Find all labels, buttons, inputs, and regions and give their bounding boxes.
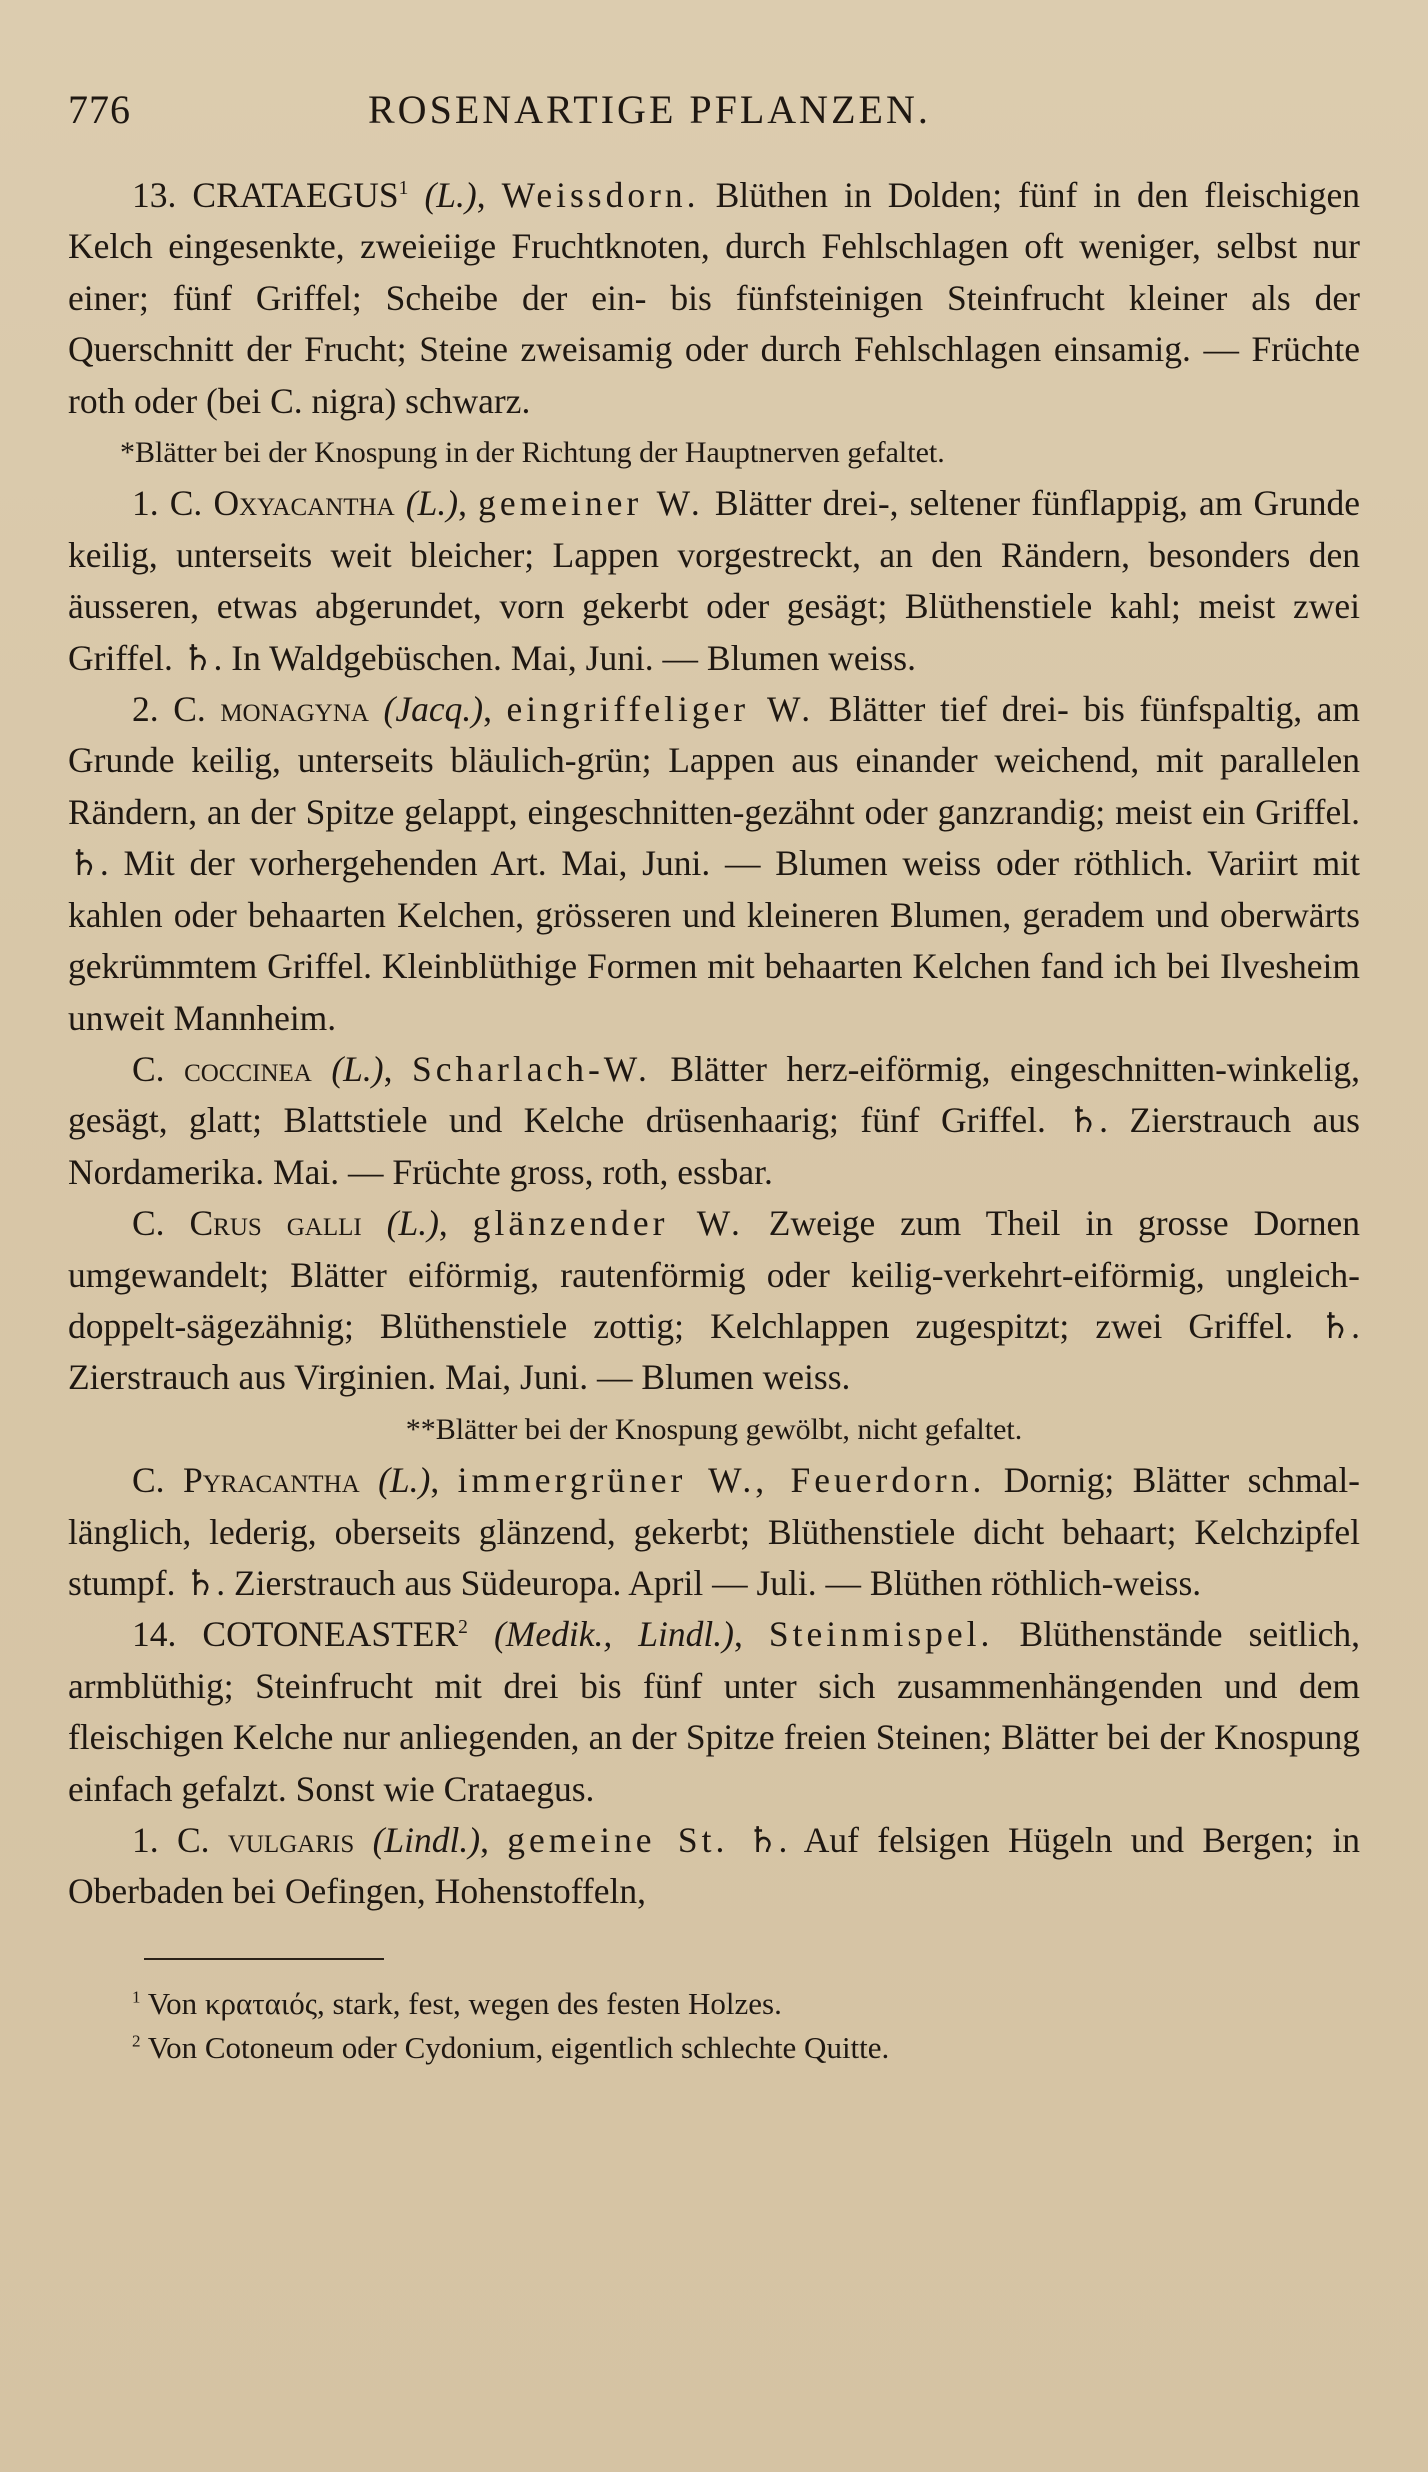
footnote-mark: 2 — [132, 2031, 141, 2051]
species-name: Oxyacantha — [213, 483, 395, 524]
species-name: vulgaris — [227, 1820, 355, 1860]
species-number: 1. C. — [132, 1820, 210, 1860]
genus-common-name: Weissdorn. — [501, 175, 700, 215]
species-description: Zweige zum Theil in grosse Dornen umgewandelt; Blätter eiförmig, rautenförmig oder keilig-verkehrt-eiförmig, ungleich-doppelt-sägezähnig; Blüthenstiele zottig; Kelchlappen zugespitzt; zwei Griffel. ♄. Zierstrauch aus Virginien. Mai, Juni. — Blumen weiss. — [68, 1203, 1361, 1398]
species-author: (L.) — [405, 483, 459, 524]
species-description: Dornig; Blätter schmal-länglich, lederig, oberseits glänzend, gekerbt; Blüthenstiele dicht behaart; Kelchzipfel stumpf. ♄. Zierstrauch aus Südeuropa. April — Juli. — Blüthen röthlich-weiss. — [68, 1460, 1361, 1603]
species-author: (L.) — [331, 1048, 384, 1089]
genus-description: Blüthenstände seitlich, armblüthig; Steinfrucht mit drei bis fünf unter sich zusammenhängenden und dem fleischigen Kelche nur anliegenden, an der Spitze freien Steinen; Blätter bei der Knospung einfach gefalzt. Sonst wie Crataegus. — [68, 1614, 1361, 1809]
footnote-mark: 2 — [458, 1617, 468, 1639]
species-entry: C. Crus galli (L.), glänzender W. Zweige zum Theil in grosse Dornen umgewandelt; Blätter eiförmig, rautenförmig oder keilig-verkehrt-eiförmig, ungleich-doppelt-sägezähnig; Blüthenstiele zottig; Kelchlappen zugespitzt; zwei Griffel. ♄. Zierstrauch aus Virginien. Mai, Juni. — Blumen weiss. — [68, 1203, 1361, 1398]
page-header — [68, 86, 1360, 156]
genus-entry-crataegus: 13. CRATAEGUS$^1$ (L.), Weissdorn. Blüthen in Dolden; fünf in den fleischigen Kelch eingesenkte, zweieiige Fruchtknoten, durch Fehlschlagen oft weniger, selbst nur einer; fünf Griffel; Scheibe der ein- bis fünfsteinigen Steinfrucht kleiner als der Querschnitt der Frucht; Steine zweisamig oder durch Fehlschlagen einsamig. — Früchte roth oder (bei C. nigra) schwarz. — [68, 175, 1361, 421]
species-common-name: gemeiner W. — [478, 483, 704, 524]
footnotes — [68, 1982, 1360, 2070]
species-name: monagyna — [220, 689, 369, 730]
species-name: Pyracantha — [182, 1460, 360, 1501]
species-description: Blätter herz-eiförmig, eingeschnitten-winkelig, gesägt, glatt; Blattstiele und Kelche drüsenhaarig; fünf Griffel. ♄. Zierstrauch aus Nordamerika. Mai. — Früchte gross, roth, essbar. — [68, 1048, 1360, 1192]
species-name: coccinea — [184, 1048, 312, 1089]
species-common-name: glänzender W. — [472, 1203, 744, 1244]
footnote-text: Von Cotoneum oder Cydonium, eigentlich schlechte Quitte. — [147, 2029, 890, 2065]
species-entry: 1. C. vulgaris (Lindl.), gemeine St. ♄. Auf felsigen Hügeln und Bergen; in Oberbaden bei Oefingen, Hohenstoffeln, — [68, 1820, 1361, 1912]
genus-number: 13. CRATAEGUS — [132, 175, 399, 215]
species-author: (Jacq.) — [383, 689, 484, 730]
footnote-mark: 1 — [398, 178, 409, 200]
species-author: (Lindl.) — [372, 1820, 481, 1860]
genus-common-name: Steinmispel. — [768, 1614, 994, 1655]
footnote — [132, 1982, 1360, 2026]
genus-author: (Medik., Lindl.) — [493, 1614, 734, 1655]
species-number: 1. C. — [132, 483, 203, 524]
genus-author: (L.) — [424, 175, 477, 215]
section-heading: *Blätter bei der Knospung in der Richtung der Hauptnerven gefaltet. — [120, 436, 945, 470]
genus-entry-cotoneaster: 14. COTONEASTER$^2$ (Medik., Lindl.), Steinmispel. Blüthenstände seitlich, armblüthig; Steinfrucht mit drei bis fünf unter sich zusammenhängenden und dem fleischigen Kelche nur anliegenden, an der Spitze freien Steinen; Blätter bei der Knospung einfach gefalzt. Sonst wie Crataegus. — [68, 1614, 1361, 1809]
species-number: 2. C. — [132, 689, 206, 730]
body-text — [68, 170, 1360, 1918]
species-number: C. — [132, 1048, 165, 1089]
section-heading: **Blätter bei der Knospung gewölbt, nicht gefaltet. — [405, 1412, 1023, 1446]
species-number: C. — [132, 1460, 165, 1501]
species-author: (L.) — [378, 1460, 431, 1501]
species-description: Blätter tief drei- bis fünfspaltig, am Grunde keilig, unterseits bläulich-grün; Lappen aus einander weichend, mit parallelen Rändern, an der Spitze gelappt, eingeschnitten-gezähnt oder ganzrandig; meist ein Griffel. ♄. Mit der vorhergehenden Art. Mai, Juni. — Blumen weiss oder röthlich. Variirt mit kahlen oder behaarten Kelchen, grösseren und kleineren Blumen, geradem und oberwärts gekrümmtem Griffel. Kleinblüthige Formen mit behaarten Kelchen fand ich bei Ilvesheim unweit Mannheim. — [68, 689, 1361, 1038]
species-entry: 1. C. Oxyacantha (L.), gemeiner W. Blätter drei-, seltener fünflappig, am Grunde keilig, unterseits weit bleicher; Lappen vorgestreckt, an den Rändern, besonders den äusseren, etwas abgerundet, vorn gekerbt oder gesägt; Blüthenstiele kahl; meist zwei Griffel. ♄. In Waldgebüschen. Mai, Juni. — Blumen weiss. — [68, 483, 1361, 678]
species-author: (L.) — [386, 1203, 439, 1244]
species-name: Crus galli — [189, 1203, 362, 1244]
species-common-name: eingriffeliger W. — [506, 689, 815, 730]
species-description: ♄. Auf felsigen Hügeln und Bergen; in Oberbaden bei Oefingen, Hohenstoffeln, — [68, 1820, 1361, 1912]
species-common-name: Scharlach-W. — [412, 1048, 651, 1089]
species-entry: C. coccinea (L.), Scharlach-W. Blätter herz-eiförmig, eingeschnitten-winkelig, gesägt, glatt; Blattstiele und Kelche drüsenhaarig; fünf Griffel. ♄. Zierstrauch aus Nordamerika. Mai. — Früchte gross, roth, essbar. — [68, 1048, 1360, 1192]
footnote-text: Von κραταιός, stark, fest, wegen des festen Holzes. — [147, 1985, 782, 2021]
footnote-divider — [144, 1958, 384, 1960]
running-title: ROSENARTIGE PFLANZEN. — [368, 87, 931, 132]
species-entry: 2. C. monagyna (Jacq.), eingriffeliger W. Blätter tief drei- bis fünfspaltig, am Grunde keilig, unterseits bläulich-grün; Lappen aus einander weichend, mit parallelen Rändern, an der Spitze gelappt, eingeschnitten-gezähnt oder ganzrandig; meist ein Griffel. ♄. Mit der vorhergehenden Art. Mai, Juni. — Blumen weiss oder röthlich. Variirt mit kahlen oder behaarten Kelchen, grösseren und kleineren Blumen, geradem und oberwärts gekrümmtem Griffel. Kleinblüthige Formen mit behaarten Kelchen fand ich bei Ilvesheim unweit Mannheim. — [68, 689, 1361, 1038]
footnote-mark: 1 — [132, 1987, 141, 2007]
genus-number: 14. COTONEASTER — [132, 1614, 459, 1655]
footnote — [132, 2026, 1360, 2070]
genus-description: Blüthen in Dolden; fünf in den fleischigen Kelch eingesenkte, zweieiige Fruchtknoten, durch Fehlschlagen oft weniger, selbst nur einer; fünf Griffel; Scheibe der ein- bis fünfsteinigen Steinfrucht kleiner als der Querschnitt der Frucht; Steine zweisamig oder durch Fehlschlagen einsamig. — Früchte roth oder (bei C. nigra) schwarz. — [68, 175, 1361, 421]
species-description: Blätter drei-, seltener fünflappig, am Grunde keilig, unterseits weit bleicher; Lappen vorgestreckt, an den Rändern, besonders den äusseren, etwas abgerundet, vorn gekerbt oder gesägt; Blüthenstiele kahl; meist zwei Griffel. ♄. In Waldgebüschen. Mai, Juni. — Blumen weiss. — [68, 483, 1361, 678]
species-common-name: gemeine St. — [507, 1820, 729, 1860]
species-number: C. — [132, 1203, 165, 1244]
page-number: 776 — [68, 87, 131, 132]
species-entry: C. Pyracantha (L.), immergrüner W., Feuerdorn. Dornig; Blätter schmal-länglich, lederig, oberseits glänzend, gekerbt; Blüthenstiele dicht behaart; Kelchzipfel stumpf. ♄. Zierstrauch aus Südeuropa. April — Juli. — Blüthen röthlich-weiss. — [68, 1460, 1361, 1603]
species-common-name: immergrüner W., Feuerdorn. — [457, 1460, 986, 1501]
